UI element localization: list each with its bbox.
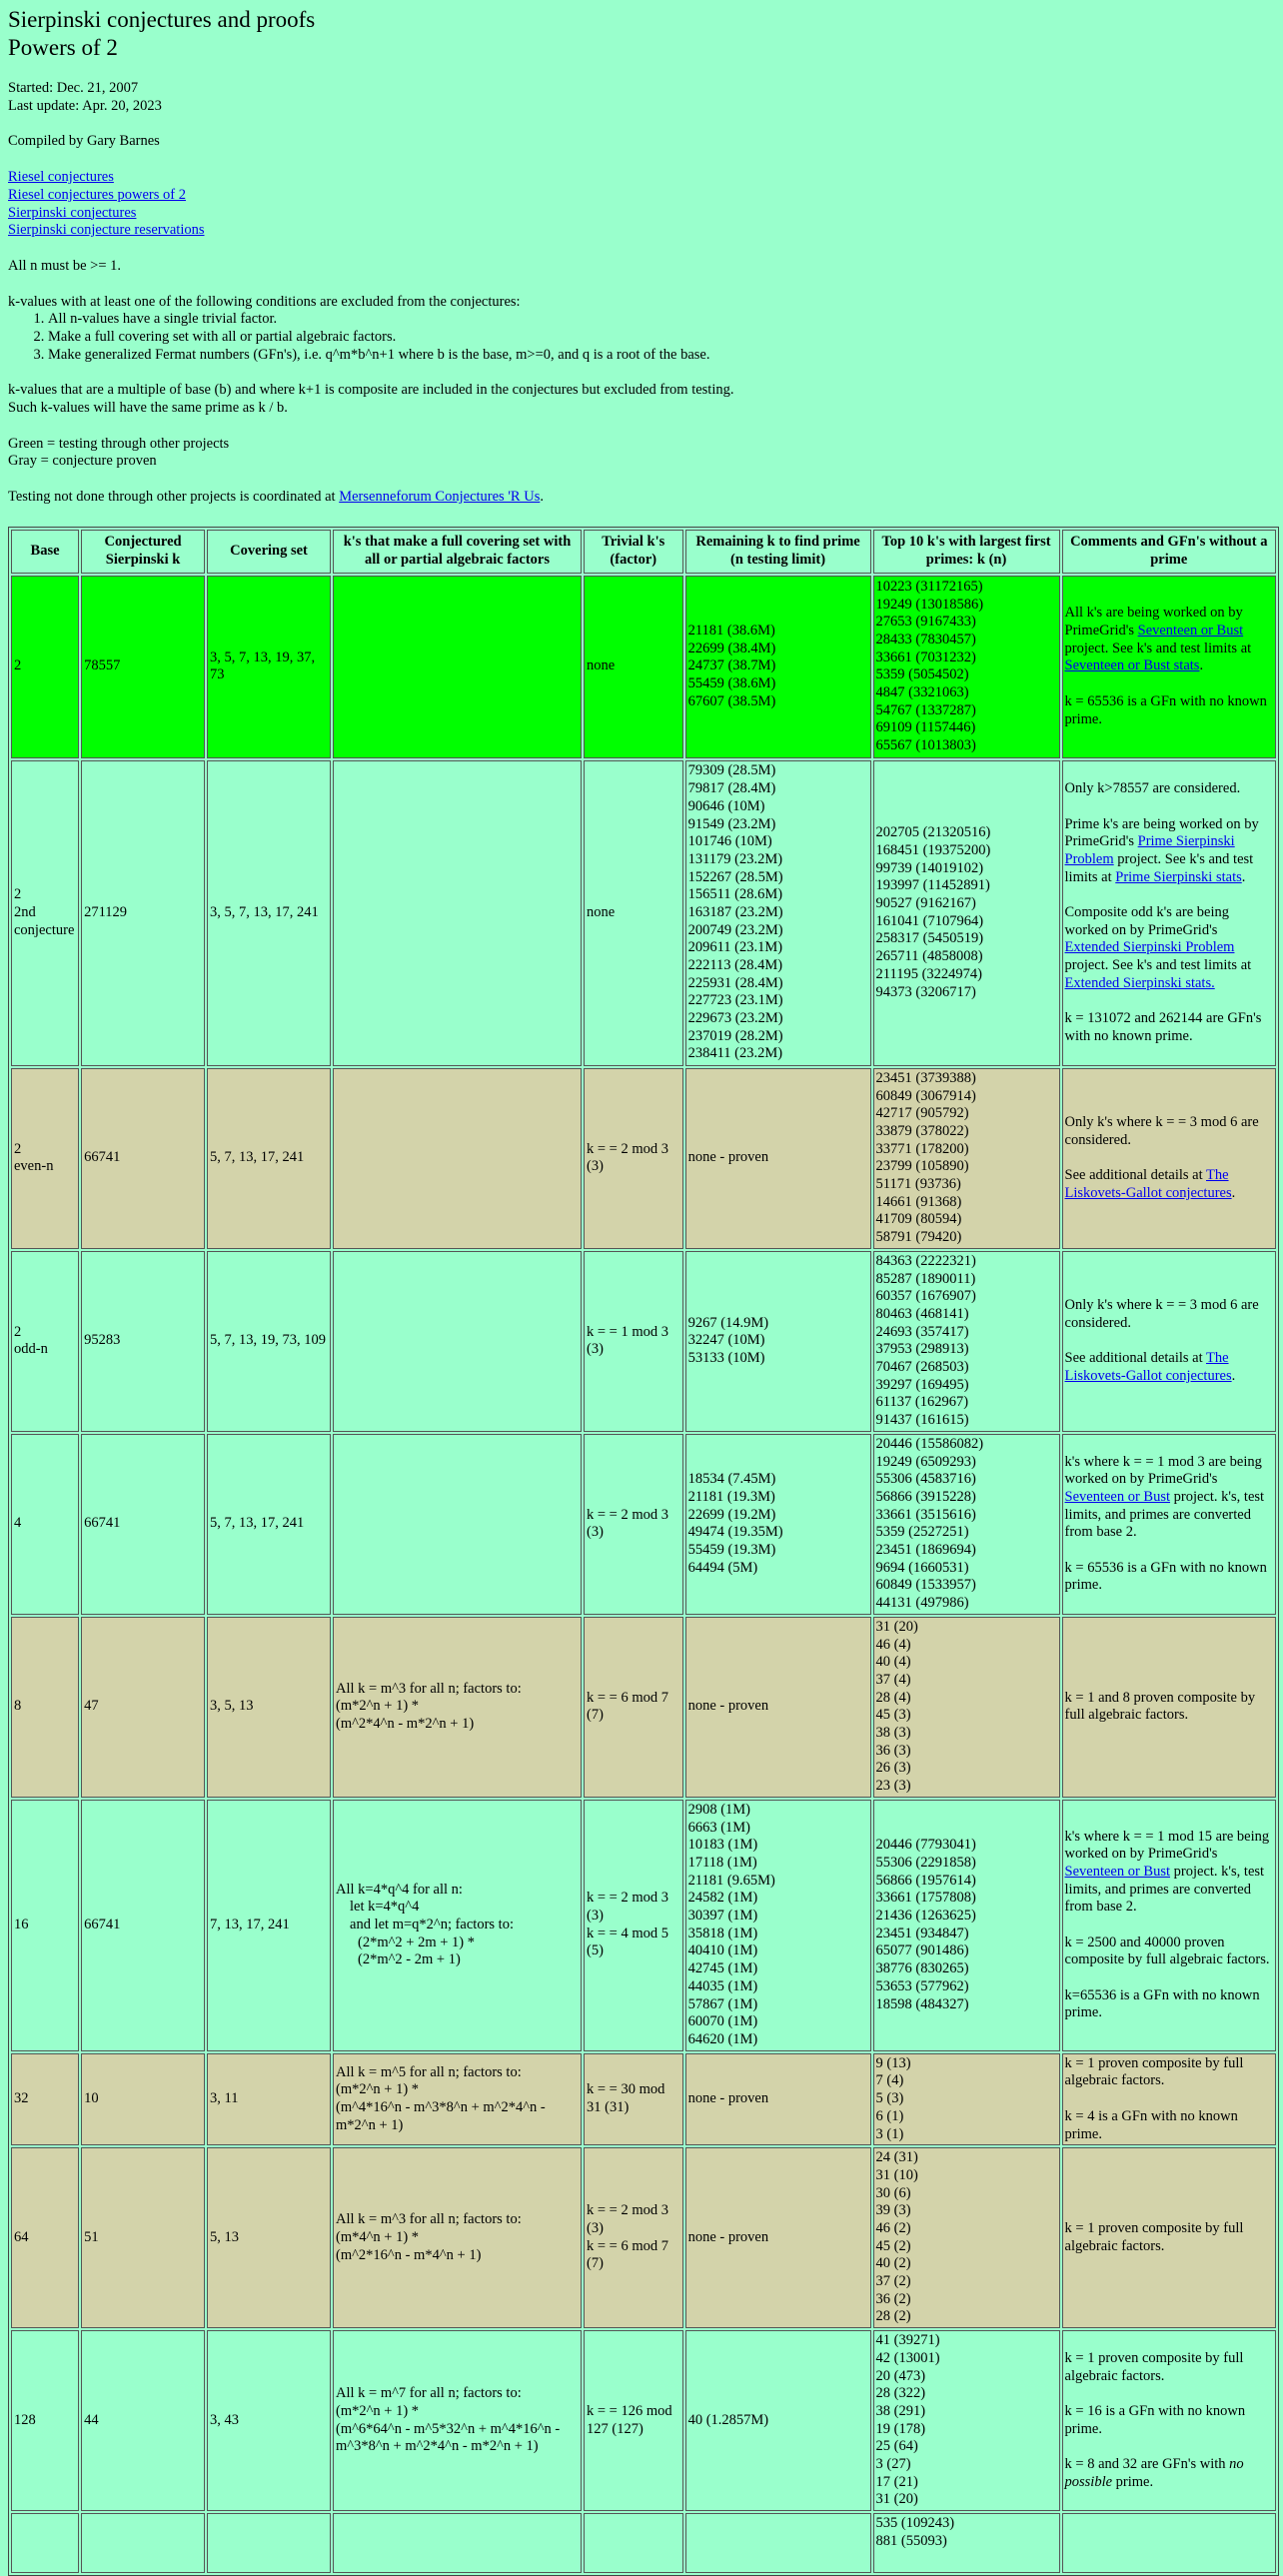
cell-trivial: k = = 2 mod 3 (3) bbox=[584, 1068, 683, 1249]
cell-covering: 5, 7, 13, 19, 73, 109 bbox=[207, 1251, 331, 1432]
link-liskovets-gallot[interactable]: The Liskovets-Gallot conjectures bbox=[1064, 1350, 1232, 1384]
cell-conj-k: 51 bbox=[81, 2147, 205, 2328]
table-row bbox=[11, 1800, 1276, 2051]
cell-conj-k: 47 bbox=[81, 1617, 205, 1798]
cell-conj-k: 95283 bbox=[81, 1251, 205, 1432]
header-remaining: Remaining k to find prime (n testing limit) bbox=[685, 530, 871, 574]
cell-covering: 3, 5, 13 bbox=[207, 1617, 331, 1798]
cell-covering bbox=[207, 2513, 331, 2573]
table-row bbox=[11, 2513, 1276, 2573]
cell-covering: 3, 43 bbox=[207, 2330, 331, 2511]
cell-algebraic bbox=[333, 2513, 582, 2573]
condition-item: 3. Make generalized Fermat numbers (GFn's), i.e. q^m*b^n+1 where b is the base, m>=0, and q is a root of the base. bbox=[48, 347, 1275, 365]
header-conjectured-k: Conjectured Sierpinski k bbox=[81, 530, 205, 574]
table-row bbox=[11, 1251, 1276, 1432]
page-title bbox=[8, 6, 1275, 62]
last-update: Last update: Apr. 20, 2023 bbox=[8, 97, 162, 114]
cell-covering: 7, 13, 17, 241 bbox=[207, 1800, 331, 2051]
coordination-note: Testing not done through other projects is coordinated at Mersenneforum Conjectures 'R Us. bbox=[8, 489, 544, 506]
cell-conj-k: 10 bbox=[81, 2053, 205, 2145]
cell-trivial: k = = 30 mod 31 (31) bbox=[584, 2053, 683, 2145]
cell-covering: 5, 13 bbox=[207, 2147, 331, 2328]
cell-trivial: k = = 2 mod 3 (3) bbox=[584, 1434, 683, 1615]
cell-base: 2 odd-n bbox=[11, 1251, 79, 1432]
cell-comments: k's where k = = 1 mod 3 are being worked on by PrimeGrid's Seventeen or Bust project. k's, test limits, and primes are converted from base 2. k = 65536 is a GFn with no known prime. bbox=[1062, 1434, 1276, 1615]
link-sierpinski-reservations[interactable]: Sierpinski conjecture reservations bbox=[8, 222, 205, 239]
cell-algebraic: All k = m^7 for all n; factors to: (m*2^n + 1) * (m^6*64^n - m^5*32^n + m^4*16^n - m^3*8^n + m^2*4^n - m*2^n + 1) bbox=[333, 2330, 582, 2511]
cell-conj-k: 66741 bbox=[81, 1434, 205, 1615]
cell-conj-k: 78557 bbox=[81, 576, 205, 758]
table-row bbox=[11, 2330, 1276, 2511]
cell-base: 2 even-n bbox=[11, 1068, 79, 1249]
header-algebraic: k's that make a full covering set with all or partial algebraic factors bbox=[333, 530, 582, 574]
link-seventeen-or-bust[interactable]: Seventeen or Bust bbox=[1064, 1863, 1171, 1880]
cell-base: 128 bbox=[11, 2330, 79, 2511]
cell-comments: k = 1 proven composite by full algebraic factors. k = 16 is a GFn with no known prime. k = 8 and 32 are GFn's with no possible prime. bbox=[1062, 2330, 1276, 2511]
cell-comments bbox=[1062, 2513, 1276, 2573]
table-row bbox=[11, 576, 1276, 758]
cell-comments: k = 1 and 8 proven composite by full algebraic factors. bbox=[1062, 1617, 1276, 1798]
cell-base: 64 bbox=[11, 2147, 79, 2328]
cell-top10: 10223 (31172165) 19249 (13018586) 27653 (9167433) 28433 (7830457) 33661 (7031232) 5359 (5054502) 4847 (3321063) 54767 (1337287) 69109 (1157446) 65567 (1013803) bbox=[873, 576, 1060, 758]
cell-trivial bbox=[584, 2513, 683, 2573]
link-prime-sierpinski-problem[interactable]: Prime Sierpinski Problem bbox=[1064, 833, 1235, 867]
cell-base: 2 bbox=[11, 576, 79, 758]
cell-base: 16 bbox=[11, 1800, 79, 2051]
gray-legend: Gray = conjecture proven bbox=[8, 453, 157, 470]
link-liskovets-gallot[interactable]: The Liskovets-Gallot conjectures bbox=[1064, 1167, 1232, 1201]
cell-top10: 41 (39271) 42 (13001) 20 (473) 28 (322) 38 (291) 19 (178) 25 (64) 3 (27) 17 (21) 31 (20) bbox=[873, 2330, 1060, 2511]
table-row bbox=[11, 2053, 1276, 2145]
conjectures-table bbox=[8, 527, 1279, 2576]
cell-top10: 20446 (15586082) 19249 (6509293) 55306 (4583716) 56866 (3915228) 33661 (3515616) 5359 (2527251) 23451 (1869694) 9694 (1660531) 60849 (1533957) 44131 (497986) bbox=[873, 1434, 1060, 1615]
excluded-intro: k-values with at least one of the following conditions are excluded from the conjectures: bbox=[8, 293, 521, 310]
cell-comments: Only k>78557 are considered. Prime k's are being worked on by PrimeGrid's Prime Sierpinski Problem project. See k's and test limits at Prime Sierpinski stats. Composite odd k's are being worked on by PrimeGrid's Extended Sierpinski Problem project. See k's and test limits at Extended Sierpinski stats. k = 131072 and 262144 are GFn's with no known prime. bbox=[1062, 760, 1276, 1066]
cell-algebraic: All k=4*q^4 for all n: let k=4*q^4 and let m=q*2^n; factors to: (2*m^2 + 2m + 1) * (2*m^2 - 2m + 1) bbox=[333, 1800, 582, 2051]
table-row bbox=[11, 1434, 1276, 1615]
cell-algebraic bbox=[333, 1434, 582, 1615]
link-seventeen-or-bust[interactable]: Seventeen or Bust bbox=[1064, 1488, 1171, 1505]
cell-conj-k: 271129 bbox=[81, 760, 205, 1066]
cell-algebraic: All k = m^3 for all n; factors to: (m*4^n + 1) * (m^2*16^n - m*4^n + 1) bbox=[333, 2147, 582, 2328]
cell-top10: 535 (109243) 881 (55093) bbox=[873, 2513, 1060, 2573]
cell-remaining: 9267 (14.9M) 32247 (10M) 53133 (10M) bbox=[685, 1251, 871, 1432]
cell-base: 8 bbox=[11, 1617, 79, 1798]
cell-base bbox=[11, 2513, 79, 2573]
cell-algebraic: All k = m^5 for all n; factors to: (m*2^n + 1) * (m^4*16^n - m^3*8^n + m^2*4^n - m*2^n + 1) bbox=[333, 2053, 582, 2145]
cell-algebraic: All k = m^3 for all n; factors to: (m*2^n + 1) * (m^2*4^n - m*2^n + 1) bbox=[333, 1617, 582, 1798]
multiple-rule-2: Such k-values will have the same prime as k / b. bbox=[8, 400, 288, 417]
cell-remaining: 21181 (38.6M) 22699 (38.4M) 24737 (38.7M) 55459 (38.6M) 67607 (38.5M) bbox=[685, 576, 871, 758]
cell-covering: 5, 7, 13, 17, 241 bbox=[207, 1434, 331, 1615]
multiple-rule-1: k-values that are a multiple of base (b) and where k+1 is composite are included in the conjectures but excluded from testing. bbox=[8, 382, 734, 399]
link-seventeen-or-bust-stats[interactable]: Seventeen or Bust stats bbox=[1064, 657, 1200, 674]
cell-remaining: 2908 (1M) 6663 (1M) 10183 (1M) 17118 (1M) 21181 (9.65M) 24582 (1M) 30397 (1M) 35818 (1M) 40410 (1M) 42745 (1M) 44035 (1M) 57867 (1M) 60070 (1M) 64620 (1M) bbox=[685, 1800, 871, 2051]
cell-comments: Only k's where k = = 3 mod 6 are considered. See additional details at The Liskovets-Gallot conjectures. bbox=[1062, 1068, 1276, 1249]
title-line2: Powers of 2 bbox=[8, 35, 118, 61]
cell-top10: 24 (31) 31 (10) 30 (6) 39 (3) 46 (2) 45 (2) 40 (2) 37 (2) 36 (2) 28 (2) bbox=[873, 2147, 1060, 2328]
cell-trivial: none bbox=[584, 576, 683, 758]
cell-base: 4 bbox=[11, 1434, 79, 1615]
header-comments: Comments and GFn's without a prime bbox=[1062, 530, 1276, 574]
cell-algebraic bbox=[333, 760, 582, 1066]
cell-base: 2 2nd conjecture bbox=[11, 760, 79, 1066]
cell-base: 32 bbox=[11, 2053, 79, 2145]
cell-remaining: none - proven bbox=[685, 2147, 871, 2328]
link-seventeen-or-bust[interactable]: Seventeen or Bust bbox=[1137, 623, 1244, 640]
cell-covering: 3, 5, 7, 13, 19, 37, 73 bbox=[207, 576, 331, 758]
link-sierpinski-conjectures[interactable]: Sierpinski conjectures bbox=[8, 204, 137, 221]
green-legend: Green = testing through other projects bbox=[8, 435, 230, 452]
link-extended-sierpinski-stats[interactable]: Extended Sierpinski stats. bbox=[1064, 974, 1215, 991]
cell-remaining: none - proven bbox=[685, 1617, 871, 1798]
cell-remaining bbox=[685, 2513, 871, 2573]
cell-conj-k: 66741 bbox=[81, 1800, 205, 2051]
cell-covering: 3, 11 bbox=[207, 2053, 331, 2145]
cell-remaining: none - proven bbox=[685, 1068, 871, 1249]
cell-remaining: 79309 (28.5M) 79817 (28.4M) 90646 (10M) 91549 (23.2M) 101746 (10M) 131179 (23.2M) 152267 (28.5M) 156511 (28.6M) 163187 (23.2M) 200749 (23.2M) 209611 (23.1M) 222113 (28.4M) 225931 (28.4M) 227723 (23.1M) 229673 (23.2M) 237019 (28.2M) 238411 (23.2M) bbox=[685, 760, 871, 1066]
cell-covering: 5, 7, 13, 17, 241 bbox=[207, 1068, 331, 1249]
cell-trivial: k = = 126 mod 127 (127) bbox=[584, 2330, 683, 2511]
cell-covering: 3, 5, 7, 13, 17, 241 bbox=[207, 760, 331, 1066]
link-riesel-powers-of-2[interactable]: Riesel conjectures powers of 2 bbox=[8, 186, 186, 203]
nav-links bbox=[8, 169, 1275, 240]
n-rule: All n must be >= 1. bbox=[8, 257, 122, 274]
cell-top10: 84363 (2222321) 85287 (1890011) 60357 (1676907) 80463 (468141) 24693 (357417) 37953 (298913) 70467 (268503) 39297 (169495) 61137 (162967) 91437 (161615) bbox=[873, 1251, 1060, 1432]
table-header-row bbox=[11, 530, 1276, 574]
link-riesel-conjectures[interactable]: Riesel conjectures bbox=[8, 169, 114, 186]
header-trivial: Trivial k's (factor) bbox=[584, 530, 683, 574]
header-base: Base bbox=[11, 530, 79, 574]
cell-algebraic bbox=[333, 1068, 582, 1249]
cell-remaining: 40 (1.2857M) bbox=[685, 2330, 871, 2511]
condition-list bbox=[8, 311, 1275, 364]
cell-comments: All k's are being worked on by PrimeGrid's Seventeen or Bust project. See k's and test limits at Seventeen or Bust stats. k = 65536 is a GFn with no known prime. bbox=[1062, 576, 1276, 758]
cell-conj-k: 66741 bbox=[81, 1068, 205, 1249]
link-extended-sierpinski-problem[interactable]: Extended Sierpinski Problem bbox=[1064, 939, 1235, 956]
cell-trivial: k = = 2 mod 3 (3) k = = 4 mod 5 (5) bbox=[584, 1800, 683, 2051]
cell-trivial: k = = 2 mod 3 (3) k = = 6 mod 7 (7) bbox=[584, 2147, 683, 2328]
title-line1: Sierpinski conjectures and proofs bbox=[8, 7, 316, 32]
cell-remaining: none - proven bbox=[685, 2053, 871, 2145]
header-covering-set: Covering set bbox=[207, 530, 331, 574]
compiled-by: Compiled by Gary Barnes bbox=[8, 133, 160, 150]
table-row bbox=[11, 1068, 1276, 1249]
cell-remaining: 18534 (7.45M) 21181 (19.3M) 22699 (19.2M) 49474 (19.35M) 55459 (19.3M) 64494 (5M) bbox=[685, 1434, 871, 1615]
link-conjectures-r-us[interactable]: Mersenneforum Conjectures 'R Us bbox=[339, 489, 541, 506]
cell-top10: 202705 (21320516) 168451 (19375200) 99739 (14019102) 193997 (11452891) 90527 (9162167) 161041 (7107964) 258317 (5450519) 265711 (4858008) 211195 (3224974) 94373 (3206717) bbox=[873, 760, 1060, 1066]
table-row bbox=[11, 760, 1276, 1066]
table-row bbox=[11, 1617, 1276, 1798]
header-top10: Top 10 k's with largest first primes: k (n) bbox=[873, 530, 1060, 574]
condition-item: 2. Make a full covering set with all or partial algebraic factors. bbox=[48, 329, 1275, 347]
cell-comments: k = 1 proven composite by full algebraic factors. k = 4 is a GFn with no known prime. bbox=[1062, 2053, 1276, 2145]
condition-item: 1. All n-values have a single trivial factor. bbox=[48, 311, 1275, 329]
started-date: Started: Dec. 21, 2007 bbox=[8, 80, 139, 97]
table-row bbox=[11, 2147, 1276, 2328]
cell-top10: 23451 (3739388) 60849 (3067914) 42717 (905792) 33879 (378022) 33771 (178200) 23799 (105890) 51171 (93736) 14661 (91368) 41709 (80594) 58791 (79420) bbox=[873, 1068, 1060, 1249]
cell-trivial: none bbox=[584, 760, 683, 1066]
cell-comments: k's where k = = 1 mod 15 are being worked on by PrimeGrid's Seventeen or Bust project. k's, test limits, and primes are converted from base 2. k = 2500 and 40000 proven composite by full algebraic factors. k=65536 is a GFn with no known prime. bbox=[1062, 1800, 1276, 2051]
cell-top10: 9 (13) 7 (4) 5 (3) 6 (1) 3 (1) bbox=[873, 2053, 1060, 2145]
cell-comments: k = 1 proven composite by full algebraic factors. bbox=[1062, 2147, 1276, 2328]
cell-conj-k: 44 bbox=[81, 2330, 205, 2511]
cell-trivial: k = = 1 mod 3 (3) bbox=[584, 1251, 683, 1432]
cell-top10: 31 (20) 46 (4) 40 (4) 37 (4) 28 (4) 45 (3) 38 (3) 36 (3) 26 (3) 23 (3) bbox=[873, 1617, 1060, 1798]
cell-algebraic bbox=[333, 1251, 582, 1432]
cell-algebraic bbox=[333, 576, 582, 758]
link-prime-sierpinski-stats[interactable]: Prime Sierpinski stats bbox=[1115, 868, 1242, 885]
cell-trivial: k = = 6 mod 7 (7) bbox=[584, 1617, 683, 1798]
cell-conj-k bbox=[81, 2513, 205, 2573]
cell-comments: Only k's where k = = 3 mod 6 are considered. See additional details at The Liskovets-Gallot conjectures. bbox=[1062, 1251, 1276, 1432]
cell-top10: 20446 (7793041) 55306 (2291858) 56866 (1957614) 33661 (1757808) 21436 (1263625) 23451 (934847) 65077 (901486) 38776 (830265) 53653 (577962) 18598 (484327) bbox=[873, 1800, 1060, 2051]
